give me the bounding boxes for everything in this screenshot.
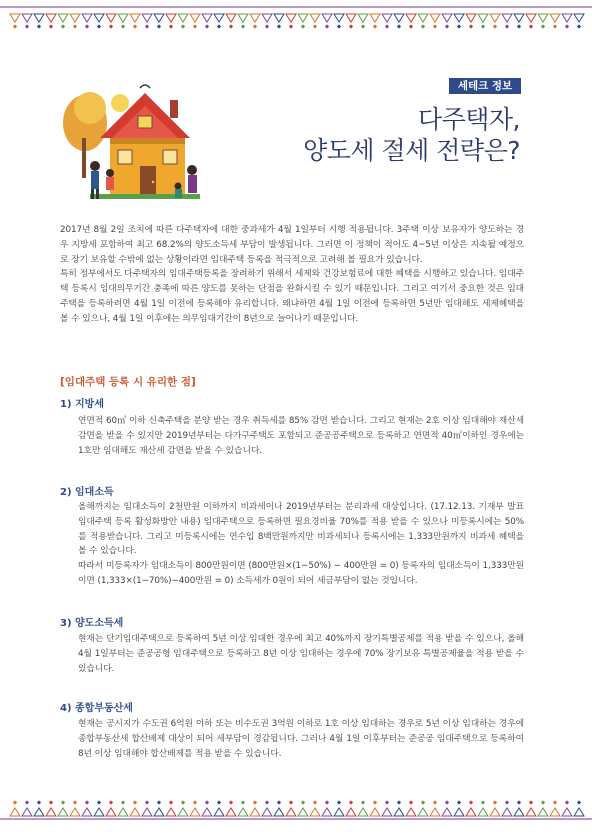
border-zigzag-mark	[178, 14, 188, 22]
border-zigzag-mark	[94, 808, 104, 816]
border-diamond-mark	[385, 24, 389, 28]
border-zigzag-mark	[334, 808, 344, 816]
border-diamond-mark	[37, 800, 41, 804]
border-diamond-mark	[73, 800, 77, 804]
border-zigzag-mark	[274, 808, 284, 816]
border-diamond-mark	[229, 24, 233, 28]
border-zigzag-mark	[286, 14, 296, 22]
paragraph: 현재는 공시지가 수도권 6억원 이하 또는 비수도권 3억원 이하로 1호 이상 임대하는 경우로 5년 이상 임대하는 경우에 종합부동산세 합산배제 대상이 되어 세부담이 경감됩니다. 그러나 4월 1일 이후부터는 준공공 임대주택으로 등록하여 8년 이상 임대해야 합산배제를 적용 받을 수 있습니다.	[78, 719, 524, 759]
border-diamond-mark	[337, 24, 341, 28]
border-zigzag-mark	[286, 808, 296, 816]
border-zigzag-mark	[22, 808, 32, 816]
border-diamond-mark	[409, 24, 413, 28]
border-zigzag-mark	[118, 808, 128, 816]
border-diamond-mark	[241, 24, 245, 28]
border-zigzag-mark	[226, 14, 236, 22]
border-zigzag-mark	[442, 808, 452, 816]
intro-paragraph-2: 특히 정부에서도 다주택자의 임대주택등록을 장려하기 위해서 세제와 건강보험료에 대한 혜택을 시행하고 있습니다. 임대주택 등록시 임대의무기간 충족에 따른 양도를 못하는 단점을 완화시킬 수 있기 때문입니다. 그리고 여기서 중요한 것은 임대주택을 등록하려면 4월 1일 이전에 등록해야 유리합니다. 왜냐하면 4월 1일 이전에 등록하면 5년만 임대해도 세제혜택을 볼 수 있으나, 4월 1일 이후에는 의무임대기간이 8년으로 늘어나기 때문입니다.	[60, 269, 524, 324]
border-zigzag-mark	[466, 14, 476, 22]
border-zigzag-mark	[58, 14, 68, 22]
border-zigzag-mark	[430, 14, 440, 22]
border-zigzag-mark	[322, 14, 332, 22]
border-diamond-mark	[13, 24, 17, 28]
border-diamond-mark	[541, 800, 545, 804]
border-diamond-mark	[481, 24, 485, 28]
title-line-2: 양도세 절세 전략은?	[303, 136, 520, 165]
border-diamond-mark	[541, 24, 545, 28]
border-zigzag-mark	[562, 808, 572, 816]
border-zigzag-mark	[574, 14, 584, 22]
border-zigzag-mark	[406, 14, 416, 22]
border-diamond-mark	[97, 24, 101, 28]
border-diamond-mark	[349, 24, 353, 28]
border-diamond-mark	[289, 800, 293, 804]
border-zigzag-mark	[106, 14, 116, 22]
border-zigzag-mark	[490, 14, 500, 22]
border-diamond-mark	[505, 800, 509, 804]
border-zigzag-mark	[322, 808, 332, 816]
border-zigzag-mark	[82, 808, 92, 816]
border-zigzag-mark	[538, 14, 548, 22]
border-diamond-mark	[529, 800, 533, 804]
border-diamond-mark	[565, 800, 569, 804]
border-zigzag-mark	[502, 14, 512, 22]
border-diamond-mark	[325, 800, 329, 804]
border-diamond-mark	[337, 800, 341, 804]
border-diamond-mark	[157, 24, 161, 28]
border-zigzag-mark	[166, 808, 176, 816]
border-zigzag-mark	[214, 14, 224, 22]
border-diamond-mark	[25, 24, 29, 28]
border-diamond-mark	[433, 800, 437, 804]
border-diamond-mark	[553, 24, 557, 28]
border-diamond-mark	[157, 800, 161, 804]
border-diamond-mark	[529, 24, 533, 28]
border-zigzag-mark	[526, 14, 536, 22]
border-zigzag-mark	[418, 808, 428, 816]
border-diamond-mark	[181, 24, 185, 28]
border-diamond-mark	[217, 24, 221, 28]
border-diamond-mark	[289, 24, 293, 28]
subheading-comprehensive-real-estate-tax: 4) 종합부동산세	[60, 703, 133, 714]
border-zigzag-mark	[346, 14, 356, 22]
border-zigzag-mark	[274, 14, 284, 22]
border-zigzag-mark	[106, 808, 116, 816]
border-diamond-mark	[385, 800, 389, 804]
border-zigzag-mark	[346, 808, 356, 816]
border-diamond-mark	[301, 800, 305, 804]
border-zigzag-mark	[22, 14, 32, 22]
border-zigzag-mark	[406, 808, 416, 816]
border-zigzag-mark	[238, 808, 248, 816]
border-zigzag-mark	[502, 808, 512, 816]
intro-paragraph-1: 2017년 8월 2일 조치에 따른 다주택자에 대한 중과세가 4월 1일부터 시행 적용됩니다. 3주택 이상 보유자가 양도하는 경우 지방세 포함하여 최고 68.2%의 양도소득세 부담이 발생됩니다. 그러면 이 정책이 적어도 4~5년 이상은 지속될 예정으로 장기 보유할 수밖에 없는 상황이라면 임대주택 등록을 적극적으로 고려해 볼 필요가 있습니다.	[60, 225, 524, 265]
border-diamond-mark	[205, 24, 209, 28]
border-diamond-mark	[397, 24, 401, 28]
border-diamond-mark	[193, 24, 197, 28]
border-zigzag-mark	[238, 14, 248, 22]
border-zigzag-mark	[142, 808, 152, 816]
border-zigzag-mark	[370, 14, 380, 22]
border-zigzag-mark	[466, 808, 476, 816]
border-diamond-mark	[61, 24, 65, 28]
border-zigzag-mark	[58, 808, 68, 816]
border-diamond-mark	[445, 800, 449, 804]
border-zigzag-mark	[94, 14, 104, 22]
border-zigzag-mark	[550, 808, 560, 816]
border-diamond-mark	[73, 24, 77, 28]
border-diamond-mark	[109, 24, 113, 28]
border-diamond-mark	[145, 800, 149, 804]
border-zigzag-mark	[490, 808, 500, 816]
border-diamond-mark	[421, 24, 425, 28]
border-diamond-mark	[253, 24, 257, 28]
border-zigzag-mark	[190, 14, 200, 22]
border-diamond-mark	[517, 800, 521, 804]
border-zigzag-mark	[166, 14, 176, 22]
border-zigzag-mark	[154, 808, 164, 816]
body-local-tax	[78, 414, 524, 458]
subheading-local-tax: 1) 지방세	[60, 399, 104, 410]
border-diamond-mark	[313, 800, 317, 804]
border-zigzag-mark	[550, 14, 560, 22]
border-zigzag-mark	[454, 14, 464, 22]
title-line-1: 다주택자,	[417, 105, 520, 134]
border-diamond-mark	[313, 24, 317, 28]
border-zigzag-mark	[418, 14, 428, 22]
border-zigzag-mark	[178, 808, 188, 816]
border-diamond-mark	[49, 24, 53, 28]
border-diamond-mark	[325, 24, 329, 28]
border-diamond-mark	[193, 800, 197, 804]
border-diamond-mark	[169, 24, 173, 28]
border-diamond-mark	[205, 800, 209, 804]
border-zigzag-mark	[46, 14, 56, 22]
border-diamond-mark	[97, 800, 101, 804]
border-zigzag-mark	[478, 14, 488, 22]
border-diamond-mark	[553, 800, 557, 804]
intro-text	[60, 223, 524, 327]
body-capital-gains-tax	[78, 632, 524, 676]
border-zigzag-mark	[34, 808, 44, 816]
body-rental-income	[78, 500, 524, 589]
border-diamond-mark	[445, 24, 449, 28]
border-zigzag-mark	[298, 14, 308, 22]
border-zigzag-mark	[538, 808, 548, 816]
border-diamond-mark	[457, 800, 461, 804]
border-zigzag-mark	[190, 808, 200, 816]
border-diamond-mark	[277, 24, 281, 28]
border-diamond-mark	[61, 800, 65, 804]
subheading-rental-income: 2) 임대소득	[60, 487, 114, 498]
border-diamond-mark	[145, 24, 149, 28]
border-diamond-mark	[421, 800, 425, 804]
border-diamond-mark	[181, 800, 185, 804]
border-zigzag-mark	[574, 808, 584, 816]
border-zigzag-mark	[10, 808, 20, 816]
border-zigzag-mark	[358, 14, 368, 22]
border-zigzag-mark	[370, 808, 380, 816]
border-diamond-mark	[517, 24, 521, 28]
border-zigzag-mark	[394, 808, 404, 816]
border-zigzag-mark	[514, 14, 524, 22]
border-diamond-mark	[109, 800, 113, 804]
border-diamond-mark	[373, 800, 377, 804]
border-diamond-mark	[121, 24, 125, 28]
border-zigzag-mark	[454, 808, 464, 816]
border-diamond-mark	[121, 800, 125, 804]
border-zigzag-mark	[130, 808, 140, 816]
border-zigzag-mark	[250, 14, 260, 22]
border-zigzag-mark	[334, 14, 344, 22]
border-diamond-mark	[493, 800, 497, 804]
border-zigzag-mark	[130, 14, 140, 22]
border-zigzag-mark	[226, 808, 236, 816]
border-zigzag-mark	[262, 14, 272, 22]
border-diamond-mark	[577, 24, 581, 28]
border-diamond-mark	[349, 800, 353, 804]
border-zigzag-mark	[562, 14, 572, 22]
border-diamond-mark	[493, 24, 497, 28]
border-zigzag-mark	[382, 808, 392, 816]
border-diamond-mark	[397, 800, 401, 804]
top-decorative-border	[0, 6, 592, 32]
border-diamond-mark	[241, 800, 245, 804]
border-diamond-mark	[169, 800, 173, 804]
border-zigzag-mark	[358, 808, 368, 816]
border-zigzag-mark	[478, 808, 488, 816]
paragraph: 올해까지는 임대소득이 2천만원 이하까지 비과세이나 2019년부터는 분리과세 대상입니다. (17.12.13. 기재부 발표 임대주택 등록 활성화방안 내용) 임대주택으로 등록하면 필요경비율 70%를 적용 받을 수 있으나 미등록시에는 50%를 적용받습니다. 그리고 미등록시에는 연수입 8백만원까지만 비과세되나 등록시에는 1,333만원까지 비과세 혜택을 볼 수 있습니다.	[78, 502, 524, 557]
border-diamond-mark	[469, 24, 473, 28]
border-zigzag-mark	[142, 14, 152, 22]
border-zigzag-mark	[202, 14, 212, 22]
paragraph: 따라서 미등록자가 임대소득이 800만원이면 (800만원×(1−50%) − 400만원 = 0) 등록자의 임대소득이 1,333만원이면 (1,333×(1−70%)−400만원 = 0) 소득세가 0원이 되어 세금부담이 없는 것입니다.	[78, 561, 524, 586]
house-family-illustration	[60, 78, 210, 213]
border-diamond-mark	[457, 24, 461, 28]
border-zigzag-mark	[526, 808, 536, 816]
border-zigzag-mark	[442, 14, 452, 22]
border-diamond-mark	[481, 800, 485, 804]
border-diamond-mark	[265, 800, 269, 804]
border-diamond-mark	[433, 24, 437, 28]
border-zigzag-mark	[514, 808, 524, 816]
border-diamond-mark	[505, 24, 509, 28]
border-diamond-mark	[361, 800, 365, 804]
border-diamond-mark	[217, 800, 221, 804]
border-diamond-mark	[229, 800, 233, 804]
bottom-decorative-border	[0, 796, 592, 822]
border-zigzag-mark	[394, 14, 404, 22]
border-zigzag-mark	[430, 808, 440, 816]
border-zigzag-mark	[46, 808, 56, 816]
border-diamond-mark	[85, 24, 89, 28]
border-diamond-mark	[253, 800, 257, 804]
border-zigzag-mark	[34, 14, 44, 22]
border-diamond-mark	[565, 24, 569, 28]
border-diamond-mark	[577, 800, 581, 804]
border-zigzag-mark	[202, 808, 212, 816]
border-zigzag-mark	[298, 808, 308, 816]
border-diamond-mark	[49, 800, 53, 804]
subheading-capital-gains-tax: 3) 양도소득세	[60, 618, 124, 629]
border-zigzag-mark	[214, 808, 224, 816]
border-diamond-mark	[469, 800, 473, 804]
border-zigzag-mark	[310, 14, 320, 22]
border-diamond-mark	[25, 800, 29, 804]
border-diamond-mark	[373, 24, 377, 28]
border-zigzag-mark	[154, 14, 164, 22]
border-zigzag-mark	[310, 808, 320, 816]
border-diamond-mark	[133, 24, 137, 28]
paragraph: 현재는 단기임대주택으로 등록하여 5년 이상 임대한 경우에 최고 40%까지 장기특별공제를 적용 받을 수 있으나, 올해 4월 1일부터는 준공공형 임대주택으로 등록하고 8년 이상 임대하는 경우에 70% 장기보유 특별공제율을 적용 받을 수 있습니다.	[78, 634, 524, 674]
section-tag: 세테크 정보 02	[449, 78, 521, 94]
border-zigzag-mark	[70, 14, 80, 22]
border-zigzag-mark	[82, 14, 92, 22]
border-diamond-mark	[361, 24, 365, 28]
border-zigzag-mark	[382, 14, 392, 22]
body-comprehensive-real-estate-tax	[78, 717, 524, 761]
border-zigzag-mark	[250, 808, 260, 816]
border-zigzag-mark	[262, 808, 272, 816]
border-diamond-mark	[13, 800, 17, 804]
page-title	[190, 104, 520, 166]
border-diamond-mark	[265, 24, 269, 28]
paragraph: 연면적 60㎡ 이하 신축주택을 분양 받는 경우 취득세를 85% 감면 받습니다. 그리고 현재는 2호 이상 임대해야 재산세 감면을 받을 수 있지만 2019년부터는 다가구주택도 포함되고 준공공주택으로 등록하고 연면적 40㎡이하인 경우에는 1호만 임대해도 재산세 감면을 받을 수 있습니다.	[78, 416, 524, 456]
border-diamond-mark	[301, 24, 305, 28]
border-zigzag-mark	[70, 808, 80, 816]
border-zigzag-mark	[118, 14, 128, 22]
border-diamond-mark	[277, 800, 281, 804]
border-diamond-mark	[85, 800, 89, 804]
section-heading: [임대주택 등록 시 유리한 점]	[60, 376, 196, 388]
border-diamond-mark	[409, 800, 413, 804]
border-diamond-mark	[37, 24, 41, 28]
border-zigzag-mark	[10, 14, 20, 22]
border-diamond-mark	[133, 800, 137, 804]
